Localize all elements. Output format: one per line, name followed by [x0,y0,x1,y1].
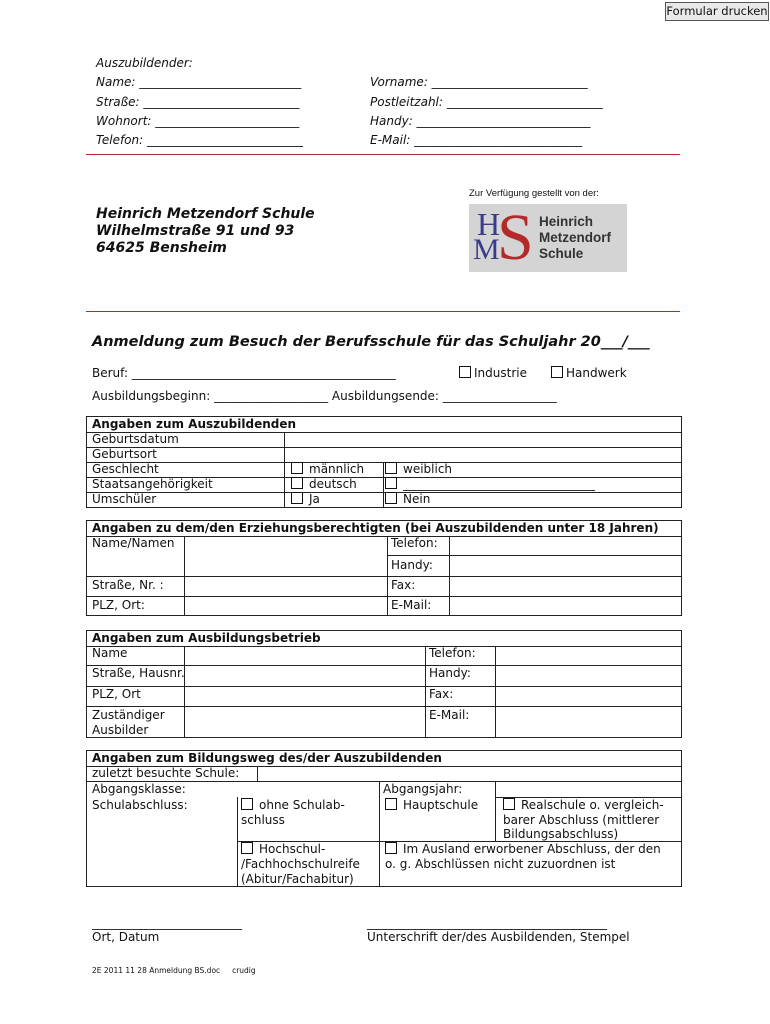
row-line [387,555,681,556]
geschlecht-label: Geschlecht [92,462,159,476]
handwerk-label: Handwerk [566,366,627,380]
col-line [184,646,185,738]
col-line [379,781,380,887]
handy-label: Handy: [429,666,471,680]
col-line [387,536,388,616]
col-line [284,432,285,508]
hauptschule-label: Hauptschule [403,798,479,812]
school-logo [469,201,627,274]
ausland-label: Im Ausland erworbener Abschluss, der den [403,842,661,856]
logo-s: S [497,201,534,274]
signature-label: Unterschrift der/des Ausbildenden, Stempel [367,930,630,944]
nein-option[interactable] [385,492,430,507]
ausbilder-label: Ausbilder [92,723,149,737]
fax-label: Fax: [429,687,454,701]
row-line [87,596,681,597]
col-line [237,797,238,887]
abgangsjahr-label: Abgangsjahr: [383,782,463,796]
deutsch-label: deutsch [309,477,357,491]
signature-line[interactable]: ________________________________________ [367,916,607,930]
col-line [449,536,450,616]
logo-text-line: Schule [539,246,584,261]
ort-datum-label: Ort, Datum [92,930,160,944]
trainee-handy-field[interactable]: Handy: _____________________________ [370,114,591,128]
ohne-checkbox[interactable] [241,798,253,810]
staatsangehoerigkeit-label: Staatsangehörigkeit [92,477,213,491]
ausland-checkbox[interactable] [385,842,397,854]
ohne-label: ohne Schulab- [259,798,345,812]
realschule-label: barer Abschluss (mittlerer [503,813,660,827]
ort-datum-line[interactable]: _________________________ [92,916,242,930]
ohne-option[interactable] [241,798,345,813]
telefon-label: Telefon: [391,536,438,550]
row-line [87,462,681,463]
row-line [87,576,681,577]
deutsch-option[interactable] [291,477,357,492]
geburtsdatum-label: Geburtsdatum [92,432,179,446]
other-nationality-option[interactable] [385,477,595,492]
row-line [87,536,681,537]
row-line [87,492,681,493]
realschule-option[interactable] [503,798,664,813]
school-address-line: 64625 Bensheim [96,240,227,256]
industrie-option[interactable] [459,366,527,380]
row-line [87,646,681,647]
hochschulreife-label: Hochschul- [259,842,326,856]
section-bildungsweg [86,750,682,887]
email-label: E-Mail: [429,708,470,722]
ausland-option[interactable] [385,842,661,857]
logo-text-line: Heinrich [539,214,594,229]
industrie-checkbox[interactable] [459,366,471,378]
school-address-line: Heinrich Metzendorf Schule [96,206,315,222]
schule-label: zuletzt besuchte Schule: [92,766,240,780]
ja-option[interactable] [291,492,320,507]
weiblich-option[interactable] [385,462,452,477]
abgangsklasse-label: Abgangsklasse: [92,782,186,796]
hauptschule-checkbox[interactable] [385,798,397,810]
school-address [96,206,315,257]
trainee-plz-field[interactable]: Postleitzahl: __________________________ [370,95,603,109]
fax-label: Fax: [391,578,416,592]
ausbilder-label: Zuständiger [92,708,165,722]
trainee-wohnort-field[interactable]: Wohnort: ________________________ [96,114,300,128]
ausbildung-dates-field[interactable]: Ausbildungsbeginn: ___________________ Ausbildungsende: ___________________ [92,389,557,403]
other-nationality-checkbox[interactable] [385,477,397,489]
plz-label: PLZ, Ort: [92,598,145,612]
hochschulreife-option[interactable] [241,842,325,857]
ja-label: Ja [309,492,320,506]
school-address-line: Wilhelmstraße 91 und 93 [96,223,295,239]
row-line [87,686,681,687]
trainee-label: Auszubildender: [96,56,193,70]
realschule-checkbox[interactable] [503,798,515,810]
deutsch-checkbox[interactable] [291,477,303,489]
ohne-label: schluss [241,813,285,827]
trainee-name-field[interactable]: Name: ___________________________ [96,75,302,89]
realschule-label: Bildungsabschluss) [503,827,619,841]
nein-checkbox[interactable] [385,492,397,504]
trainee-vorname-field[interactable]: Vorname: __________________________ [370,75,588,89]
print-form-button[interactable]: Formular drucken [665,2,769,21]
handy-label: Handy: [391,558,433,572]
hochschulreife-label: /Fachhochschulreife [241,857,360,871]
trainee-telefon-field[interactable]: Telefon: __________________________ [96,133,303,147]
umschueler-label: Umschüler [92,492,157,506]
form-title: Anmeldung zum Besuch der Berufsschule für das Schuljahr 20___/___ [92,334,650,350]
section-ausbildungsbetrieb [86,630,682,738]
row-line [87,447,681,448]
nein-label: Nein [403,492,431,506]
col-line [383,462,384,508]
row-line [87,706,681,707]
strasse-label: Straße, Hausnr. [92,666,185,680]
name-label: Name [92,646,128,660]
beruf-field[interactable]: Beruf: ____________________________________________ [92,366,396,380]
col-line [495,781,496,841]
plz-label: PLZ, Ort [92,687,141,701]
section-title: Angaben zum Bildungsweg des/der Auszubildenden [92,751,442,765]
divider [86,154,680,155]
maennlich-checkbox[interactable] [291,462,303,474]
email-label: E-Mail: [391,598,432,612]
divider [86,311,680,312]
trainee-email-field[interactable]: E-Mail: ____________________________ [370,133,583,147]
section-erziehungsberechtigte [86,520,682,616]
logo-text [539,214,611,262]
maennlich-option[interactable] [291,462,364,477]
section-title: Angaben zum Ausbildungsbetrieb [92,631,321,645]
col-line [184,536,185,616]
handwerk-option[interactable] [551,366,627,380]
telefon-label: Telefon: [429,646,476,660]
hauptschule-option[interactable] [385,798,478,813]
col-line [257,766,258,781]
weiblich-checkbox[interactable] [385,462,397,474]
col-line [495,646,496,738]
section-auszubildender [86,416,682,508]
hochschulreife-label: (Abitur/Fachabitur) [241,872,354,886]
industrie-label: Industrie [474,366,527,380]
section-title: Angaben zum Auszubildenden [92,417,297,431]
logo-text-line: Metzendorf [539,230,611,245]
weiblich-label: weiblich [403,462,453,476]
provided-by-label: Zur Verfügung gestellt von der: [469,188,599,199]
footer-text: 2E 2011 11 28 Anmeldung BS.doc crudig [92,966,256,975]
realschule-label: Realschule o. vergleich- [521,798,664,812]
maennlich-label: männlich [309,462,365,476]
col-line [425,646,426,738]
other-nationality-field[interactable]: ________________________________ [403,477,595,491]
section-title: Angaben zu dem/den Erziehungsberechtigten (bei Auszubildenden unter 18 Jahren) [92,521,659,535]
ja-checkbox[interactable] [291,492,303,504]
name-label: Name/Namen [92,536,175,550]
geburtsort-label: Geburtsort [92,447,157,461]
hochschulreife-checkbox[interactable] [241,842,253,854]
schulabschluss-label: Schulabschluss: [92,798,188,812]
handwerk-checkbox[interactable] [551,366,563,378]
strasse-label: Straße, Nr. : [92,578,164,592]
trainee-strasse-field[interactable]: Straße: __________________________ [96,95,300,109]
logo-h: H [477,206,501,242]
logo-m: M [473,233,500,266]
ausland-label: o. g. Abschlüssen nicht zuzuordnen ist [385,857,616,871]
